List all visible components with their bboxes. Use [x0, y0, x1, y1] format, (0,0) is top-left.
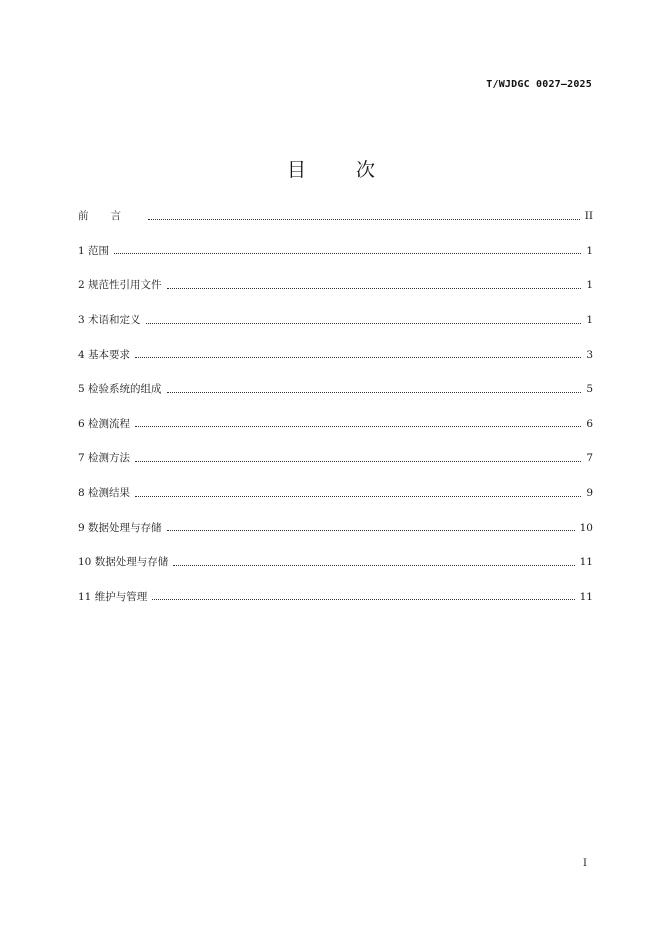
toc-entry-page: 9	[586, 487, 593, 500]
toc-entry-label: 2 规范性引用文件	[78, 279, 162, 292]
toc-entry-label: 7 检测方法	[78, 452, 131, 465]
toc-leader-dots	[167, 288, 582, 289]
toc-leader-dots	[173, 565, 574, 566]
toc-entry-page: 1	[586, 314, 593, 327]
toc-entry-maintenance-management[interactable]	[78, 580, 593, 615]
toc-entry-label: 5 检验系统的组成	[78, 383, 162, 396]
toc-entry-label: 11 维护与管理	[78, 590, 148, 603]
toc-entry-page: 11	[579, 556, 593, 569]
toc-entry-label: 3 术语和定义	[78, 314, 141, 327]
toc-entry-terms-definitions[interactable]	[78, 303, 593, 338]
toc-entry-label: 8 检测结果	[78, 487, 131, 500]
toc-leader-dots	[114, 253, 581, 254]
toc-leader-dots	[152, 599, 574, 600]
toc-leader-dots	[135, 357, 581, 358]
toc-entry-page: 1	[586, 279, 593, 292]
toc-title: 目 次	[286, 159, 398, 181]
toc-entry-label: 1 范围	[78, 244, 110, 257]
toc-entry-scope[interactable]	[78, 234, 593, 269]
toc-leader-dots	[135, 426, 581, 427]
toc-entry-label: 前言	[78, 210, 143, 223]
toc-entry-page: 6	[586, 417, 593, 430]
toc-leader-dots	[167, 530, 575, 531]
page-number: I	[583, 858, 587, 869]
toc-leader-dots	[135, 461, 581, 462]
toc-entry-page: 3	[586, 348, 593, 361]
toc-entry-detection-results[interactable]	[78, 476, 593, 511]
toc-entry-detection-process[interactable]	[78, 407, 593, 442]
toc-entry-basic-requirements[interactable]	[78, 337, 593, 372]
toc-entry-page: 5	[586, 383, 593, 396]
toc-entry-page: 7	[586, 452, 593, 465]
toc-entry-data-processing-storage[interactable]	[78, 510, 593, 545]
toc-entry-page: 11	[579, 590, 593, 603]
toc-leader-dots	[167, 392, 582, 393]
toc-entry-page: II	[584, 210, 593, 223]
toc-entry-label: 6 检测流程	[78, 417, 131, 430]
toc-entry-normative-references[interactable]	[78, 268, 593, 303]
document-code: T/WJDGC 0027—2025	[486, 79, 592, 90]
toc-leader-dots	[148, 219, 580, 220]
toc-entry-label: 10 数据处理与存储	[78, 556, 169, 569]
toc-entry-label: 9 数据处理与存储	[78, 521, 162, 534]
toc-entry-data-processing-storage-2[interactable]	[78, 545, 593, 580]
toc-entry-page: 10	[579, 521, 593, 534]
toc-entry-page: 1	[586, 244, 593, 257]
toc-entry-foreword[interactable]	[78, 199, 593, 234]
toc-list	[78, 199, 593, 614]
toc-entry-detection-methods[interactable]	[78, 441, 593, 476]
toc-leader-dots	[146, 323, 582, 324]
toc-leader-dots	[135, 496, 581, 497]
toc-entry-label: 4 基本要求	[78, 348, 131, 361]
toc-entry-system-composition[interactable]	[78, 372, 593, 407]
